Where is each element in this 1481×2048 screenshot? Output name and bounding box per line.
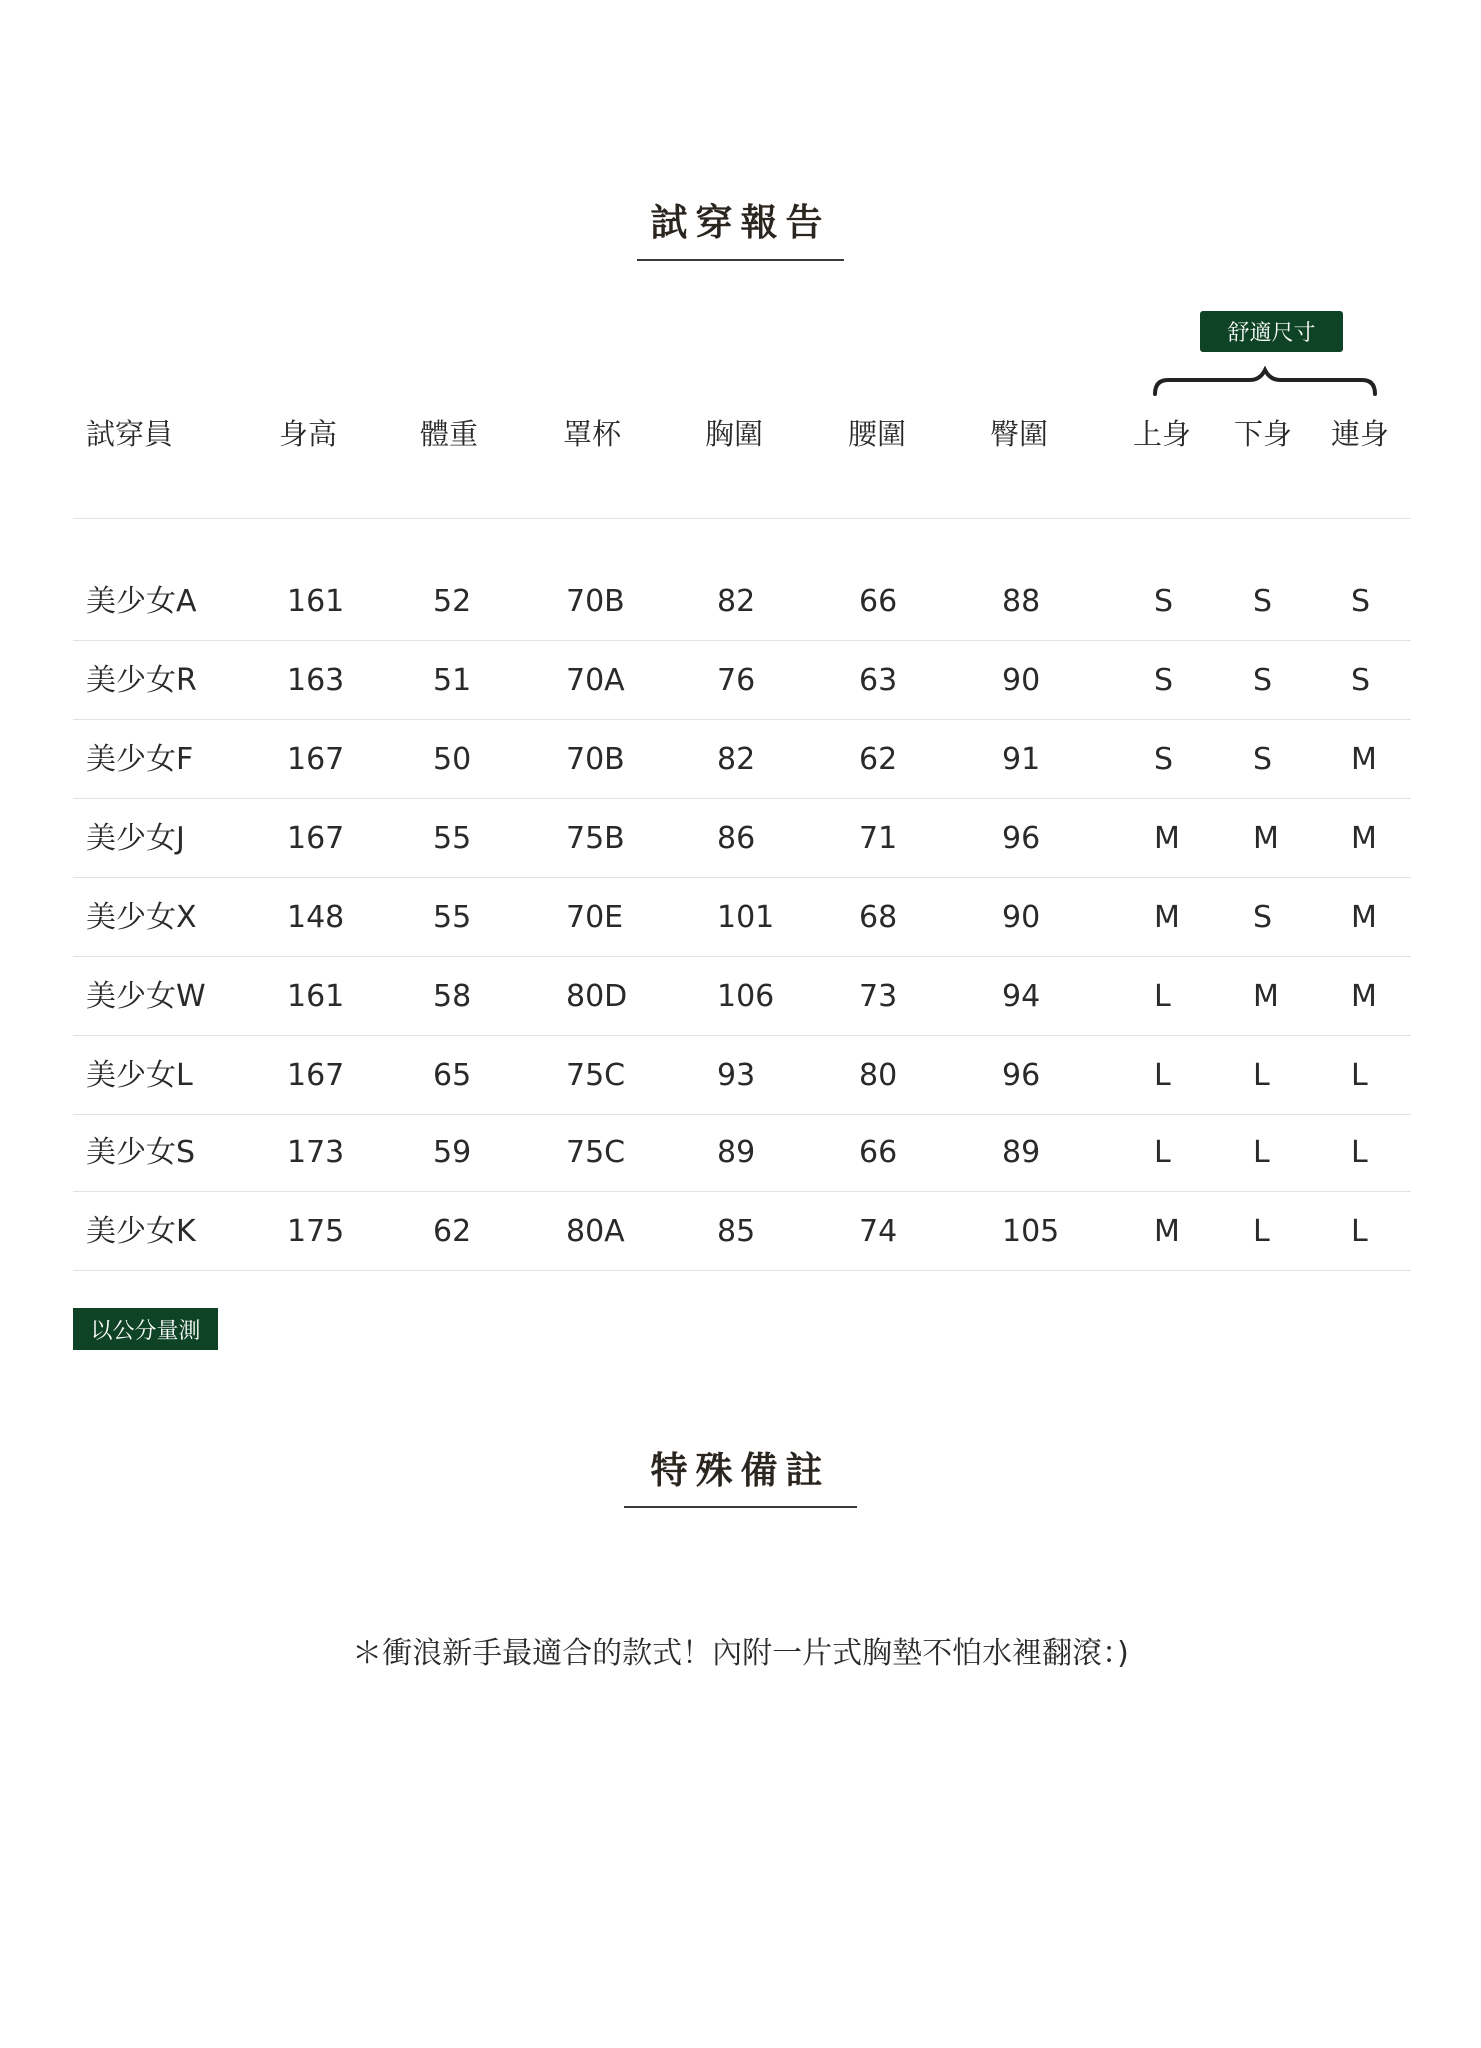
cell-bottom-size: M <box>1253 821 1279 856</box>
cell-bust: 93 <box>717 1058 756 1093</box>
cell-top-size: S <box>1154 584 1174 619</box>
cell-tester: 美少女J <box>86 821 185 856</box>
cell-weight: 62 <box>433 1214 472 1249</box>
cell-hip: 96 <box>1002 1058 1041 1093</box>
cell-height: 167 <box>287 821 345 856</box>
table-row <box>73 1036 1411 1115</box>
cell-weight: 59 <box>433 1135 472 1170</box>
header-bust: 胸圍 <box>705 417 764 451</box>
cell-hip: 90 <box>1002 663 1041 698</box>
report-title-underline <box>637 259 844 261</box>
cell-onepiece-size: S <box>1351 584 1371 619</box>
table-row <box>73 1192 1411 1271</box>
cell-bust: 106 <box>717 979 775 1014</box>
row-divider <box>73 1270 1411 1271</box>
cell-waist: 66 <box>859 1135 898 1170</box>
table-row <box>73 562 1411 641</box>
header-divider <box>73 518 1411 519</box>
cell-tester: 美少女A <box>86 584 197 619</box>
cell-cup: 75B <box>566 821 625 856</box>
cell-height: 175 <box>287 1214 345 1249</box>
cell-bust: 82 <box>717 742 756 777</box>
cell-bust: 82 <box>717 584 756 619</box>
cell-bottom-size: S <box>1253 584 1273 619</box>
cell-height: 173 <box>287 1135 345 1170</box>
cell-bottom-size: S <box>1253 663 1273 698</box>
table-row <box>73 1113 1411 1192</box>
cell-hip: 96 <box>1002 821 1041 856</box>
cell-height: 161 <box>287 979 345 1014</box>
cell-weight: 51 <box>433 663 472 698</box>
cell-bust: 76 <box>717 663 756 698</box>
header-hip: 臀圍 <box>990 417 1049 451</box>
cell-bust: 86 <box>717 821 756 856</box>
cell-cup: 80A <box>566 1214 625 1249</box>
cell-top-size: L <box>1154 1135 1171 1170</box>
cell-weight: 52 <box>433 584 472 619</box>
cell-tester: 美少女L <box>86 1058 193 1093</box>
cell-weight: 55 <box>433 821 472 856</box>
cell-top-size: M <box>1154 1214 1180 1249</box>
cell-height: 161 <box>287 584 345 619</box>
cell-cup: 70B <box>566 584 625 619</box>
cell-cup: 75C <box>566 1135 626 1170</box>
cell-cup: 70B <box>566 742 625 777</box>
cell-tester: 美少女K <box>86 1214 196 1249</box>
cell-height: 167 <box>287 742 345 777</box>
remarks-title: 特殊備註 <box>650 1449 831 1492</box>
cell-cup: 70A <box>566 663 625 698</box>
cell-top-size: S <box>1154 663 1174 698</box>
header-weight: 體重 <box>420 417 479 451</box>
table-row <box>73 641 1411 720</box>
header-waist: 腰圍 <box>848 417 907 451</box>
cell-tester: 美少女R <box>86 663 197 698</box>
cell-waist: 68 <box>859 900 898 935</box>
cell-bottom-size: L <box>1253 1058 1270 1093</box>
cell-waist: 62 <box>859 742 898 777</box>
table-row <box>73 799 1411 878</box>
cell-onepiece-size: M <box>1351 742 1377 777</box>
cell-onepiece-size: L <box>1351 1135 1368 1170</box>
header-height: 身高 <box>279 417 338 451</box>
cell-tester: 美少女S <box>86 1135 196 1170</box>
cell-bottom-size: M <box>1253 979 1279 1014</box>
cell-waist: 66 <box>859 584 898 619</box>
cell-hip: 90 <box>1002 900 1041 935</box>
cell-waist: 80 <box>859 1058 898 1093</box>
cell-height: 163 <box>287 663 345 698</box>
cell-hip: 89 <box>1002 1135 1041 1170</box>
cell-weight: 65 <box>433 1058 472 1093</box>
cell-weight: 50 <box>433 742 472 777</box>
cell-bottom-size: L <box>1253 1214 1270 1249</box>
remarks-title-underline <box>624 1506 857 1508</box>
cell-hip: 91 <box>1002 742 1041 777</box>
cell-top-size: M <box>1154 821 1180 856</box>
cell-bottom-size: L <box>1253 1135 1270 1170</box>
table-row <box>73 720 1411 799</box>
cell-hip: 94 <box>1002 979 1041 1014</box>
cell-tester: 美少女W <box>86 979 206 1014</box>
table-row <box>73 878 1411 957</box>
cell-top-size: L <box>1154 1058 1171 1093</box>
cell-onepiece-size: L <box>1351 1214 1368 1249</box>
cell-onepiece-size: L <box>1351 1058 1368 1093</box>
cell-weight: 55 <box>433 900 472 935</box>
comfort-size-brace <box>1150 364 1380 400</box>
cell-weight: 58 <box>433 979 472 1014</box>
cell-waist: 63 <box>859 663 898 698</box>
cell-waist: 73 <box>859 979 898 1014</box>
report-title: 試穿報告 <box>650 201 831 244</box>
header-bottom-size: 下身 <box>1234 417 1293 451</box>
cell-cup: 75C <box>566 1058 626 1093</box>
cell-waist: 74 <box>859 1214 898 1249</box>
header-top-size: 上身 <box>1133 417 1192 451</box>
cell-onepiece-size: M <box>1351 900 1377 935</box>
cell-tester: 美少女F <box>86 742 194 777</box>
cell-bust: 85 <box>717 1214 756 1249</box>
header-cup: 罩杯 <box>563 417 622 451</box>
unit-note-badge: 以公分量測 <box>73 1308 218 1350</box>
cell-height: 148 <box>287 900 345 935</box>
cell-cup: 80D <box>566 979 628 1014</box>
cell-waist: 71 <box>859 821 898 856</box>
comfort-size-badge: 舒適尺寸 <box>1200 311 1343 352</box>
cell-cup: 70E <box>566 900 624 935</box>
cell-bust: 101 <box>717 900 775 935</box>
remarks-note: ＊衝浪新手最適合的款式！內附一片式胸墊不怕水裡翻滾：) <box>352 1636 1129 1671</box>
cell-onepiece-size: M <box>1351 979 1377 1014</box>
cell-top-size: L <box>1154 979 1171 1014</box>
cell-tester: 美少女X <box>86 900 197 935</box>
cell-onepiece-size: M <box>1351 821 1377 856</box>
cell-hip: 88 <box>1002 584 1041 619</box>
cell-onepiece-size: S <box>1351 663 1371 698</box>
cell-bust: 89 <box>717 1135 756 1170</box>
header-tester: 試穿員 <box>86 417 174 451</box>
cell-bottom-size: S <box>1253 900 1273 935</box>
header-onepiece-size: 連身 <box>1331 417 1390 451</box>
cell-hip: 105 <box>1002 1214 1060 1249</box>
cell-top-size: S <box>1154 742 1174 777</box>
cell-bottom-size: S <box>1253 742 1273 777</box>
table-row <box>73 957 1411 1036</box>
cell-top-size: M <box>1154 900 1180 935</box>
cell-height: 167 <box>287 1058 345 1093</box>
